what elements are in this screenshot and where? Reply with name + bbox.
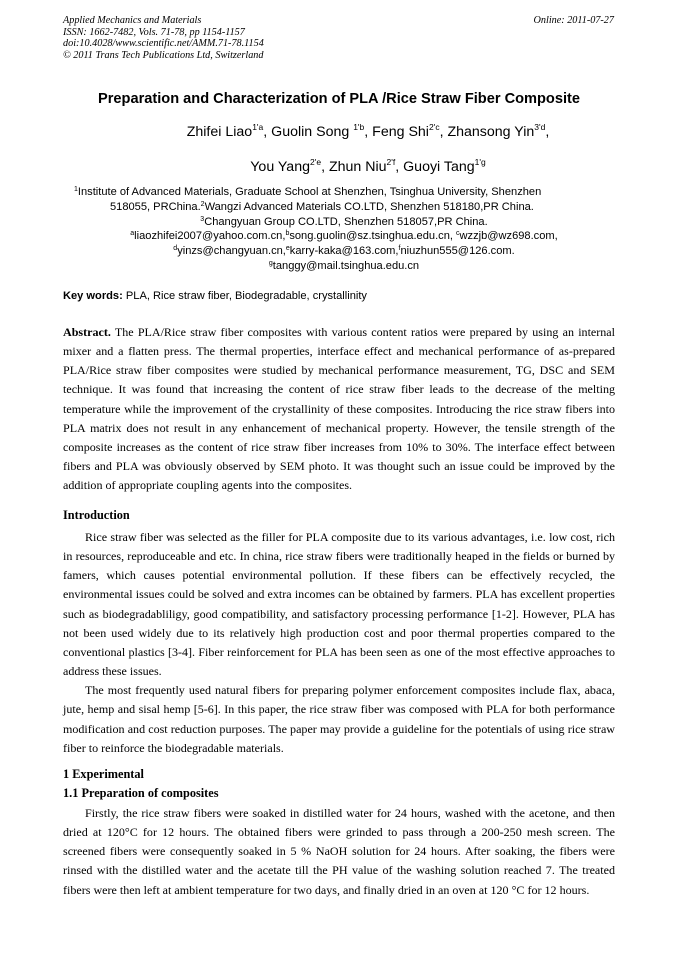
author-sup: 1'g: [474, 157, 486, 167]
copyright-line: © 2011 Trans Tech Publications Ltd, Switzerland: [63, 49, 264, 61]
author-name: Zhifei Liao: [186, 124, 253, 140]
paragraph: The most frequently used natural fibers for preparing polymer enforcement composites include flax, abaca, jute, hemp and sisal hemp [5-6]. In this paper, the rice straw fiber was composed with PLA for both performance modification and cost reduction purposes. The paper may provide a guideline for the potentials of using rice straw fiber to reinforce the biodegradable materials.: [63, 683, 615, 755]
online-date: Online: 2011-07-27: [533, 15, 614, 26]
introduction-body: [63, 528, 615, 758]
email-link[interactable]: yinzs@changyuan.cn,: [177, 245, 286, 258]
abstract-label: Abstract.: [63, 325, 111, 339]
doi-line: doi:10.4028/www.scientific.net/AMM.71-78.1154: [63, 38, 264, 49]
affiliation-continuation: [74, 200, 614, 215]
email-link[interactable]: niuzhun555@126.com.: [400, 245, 515, 258]
preparation-body: [63, 804, 615, 900]
abstract-text: The PLA/Rice straw fiber composites with various content ratios were prepared by using an internal mixer and a flatten press. The thermal properties, interface effect and mechanical performance of as-prepared PLA/Rice straw fiber composites were studied by mechanical performance measurement, TG, DSC and SEM technique. It was found that increasing the content of rice straw fiber leads to the decrease of the melting temperature while the improvement of the crystallinity of these composites. Introducing the rice straw fibers into PLA matrix does not result in any enhancement of mechanical property. However, the tensile strength of the composite increases as the content of rice straw fiber increases from 10% to 30%. The interface effect between fibers and PLA was obviously observed by SEM photo. It was thought such an issue could be improved by the addition of appropriate coupling agents into the composites.: [63, 325, 615, 493]
author-name: Guoyi Tang: [403, 159, 475, 175]
email-line-3: [74, 259, 614, 274]
affiliation-3: [74, 215, 614, 230]
section-heading-introduction: Introduction: [63, 508, 130, 522]
abstract: [63, 323, 615, 495]
journal-header: [63, 15, 264, 61]
affiliation-text: 518055, PRChina.: [110, 200, 201, 213]
paragraph: Rice straw fiber was selected as the filler for PLA composite due to its various advantages, i.e. low cost, rich in resources, reproduceable and etc. In china, rice straw fibers were traditionally heaped in the fields or burned by famers, which causes potential environmental pollution. If these fibers can be effectively recycled, the environmental issues could be solved and extra incomes can be obtained by farmers. PLA has excellent properties such as biodegradabliligy, good compatibility, and satisfactory processing performance [1-2]. However, PLA has not been used widely due to its relatively high production cost and poor thermal properties compared to the conventional plastics [3-4]. Fiber reinforcement for PLA has been seen as one of the most effective approaches to address these issues.: [63, 530, 615, 679]
author-sep: ,: [263, 124, 272, 140]
email-sup: d: [173, 245, 178, 253]
section-heading-experimental: 1 Experimental: [63, 767, 144, 781]
email-sup: e: [285, 245, 290, 253]
affiliation-sup: 2: [200, 200, 205, 208]
email-link[interactable]: tanggy@mail.tsinghua.edu.cn: [272, 259, 420, 272]
affiliation-1: [74, 185, 614, 200]
author-sep: ,: [321, 159, 329, 175]
journal-name: Applied Mechanics and Materials: [63, 15, 202, 26]
email-link[interactable]: song.guolin@sz.tsinghua.edu.cn,: [289, 230, 457, 243]
author-name: You Yang: [250, 159, 310, 175]
email-sup: a: [130, 230, 135, 238]
issn-line: ISSN: 1662-7482, Vols. 71-78, pp 1154-1157: [63, 26, 245, 38]
subsection-heading-preparation: 1.1 Preparation of composites: [63, 786, 219, 800]
author-sup: 2'e: [309, 157, 322, 167]
email-sup: b: [285, 230, 290, 238]
email-sup: f: [398, 245, 401, 253]
author-sup: 1'b: [353, 122, 365, 132]
affiliation-sup: 1: [74, 186, 78, 193]
author-sup: 1'a: [252, 122, 264, 132]
keywords-label: Key words:: [63, 290, 123, 302]
email-link[interactable]: karry-kaka@163.com,: [289, 245, 399, 258]
affiliations: [74, 185, 614, 274]
author-sep: ,: [364, 124, 373, 140]
author-name: Feng Shi: [372, 124, 429, 140]
email-line-1: [74, 229, 614, 244]
author-sep: ,: [545, 124, 550, 140]
email-line-2: [74, 244, 614, 259]
author-sup: 2'c: [428, 122, 440, 132]
email-link[interactable]: wzzjb@wz698.com,: [459, 230, 558, 243]
email-sup: c: [456, 230, 460, 238]
affiliation-sup: 3: [200, 215, 205, 223]
keywords-text: PLA, Rice straw fiber, Biodegradable, crystallinity: [122, 290, 367, 302]
author-name: Guolin Song: [271, 124, 350, 140]
affiliation-text: Changyuan Group CO.LTD, Shenzhen 518057,PR China.: [204, 215, 488, 228]
keywords: [63, 290, 367, 302]
author-sup: 2'f: [386, 157, 396, 167]
author-line-1: [0, 124, 678, 140]
affiliation-text: Wangzi Advanced Materials CO.LTD, Shenzhen 518180,PR China.: [204, 200, 534, 213]
author-sep: ,: [439, 124, 448, 140]
author-name: Zhansong Yin: [447, 124, 535, 140]
author-line-2: [0, 159, 678, 175]
author-sep: ,: [395, 159, 404, 175]
email-link[interactable]: liaozhifei2007@yahoo.com.cn,: [134, 230, 286, 243]
author-name: Zhun Niu: [328, 159, 387, 175]
author-sup: 3'd: [534, 122, 546, 132]
paper-title: Preparation and Characterization of PLA /Rice Straw Fiber Composite: [98, 91, 580, 107]
email-sup: g: [268, 259, 273, 267]
paragraph: Firstly, the rice straw fibers were soaked in distilled water for 24 hours, washed with the acetone, and then dried at 120°C for 12 hours. The obtained fibers were grinded to pass through a 200-250 mesh screen. The screened fibers were consequently soaked in 5 % NaOH solution for 24 hours. After soaking, the fibers were rinsed with the distilled water and the acetate till the PH value of the washing solution reached 7. The treated fibers were then left at ambient temperature for two days, and finally dried in an oven at 120 °C for 12 hours.: [63, 806, 615, 897]
affiliation-text: Institute of Advanced Materials, Graduate School at Shenzhen, Tsinghua University, Shenzhen: [77, 186, 542, 198]
